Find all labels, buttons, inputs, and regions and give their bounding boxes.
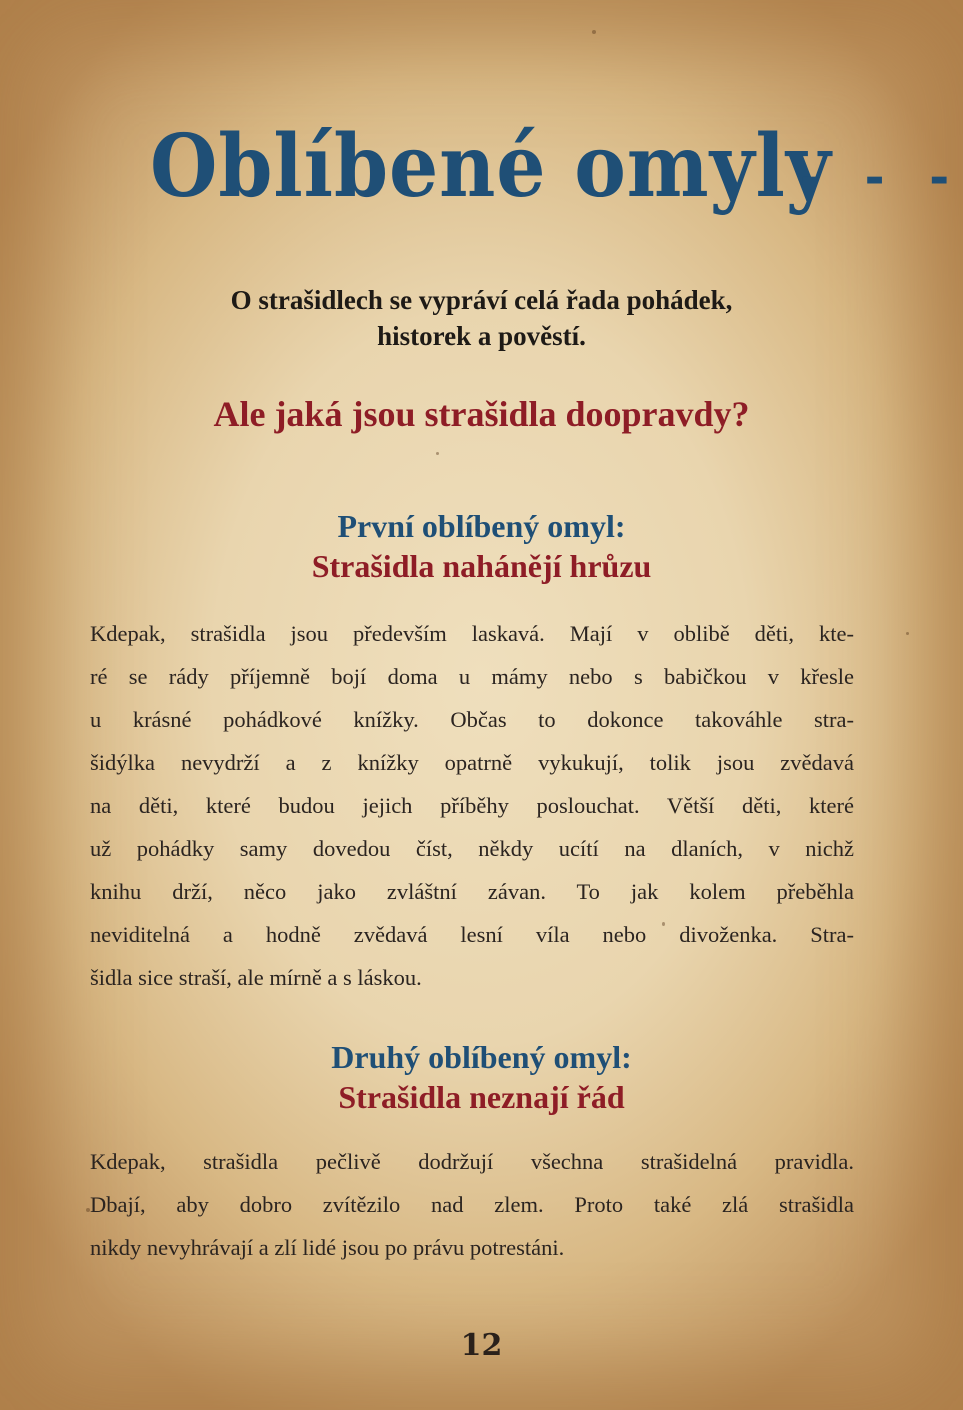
- section-2-paragraph: [90, 1140, 854, 1269]
- paragraph-line: u krásné pohádkové knížky. Občas to dokonce takováhle stra-: [90, 707, 854, 732]
- paragraph-line: šidla sice straší, ale mírně a s láskou.: [90, 965, 422, 990]
- section-2-title: Druhý oblíbený omyl:: [331, 1039, 632, 1075]
- intro-text: [0, 282, 963, 354]
- paper-speck: [906, 632, 909, 635]
- paragraph-line: šidýlka nevydrží a z knížky opatrně vykukují, tolik jsou zvědavá: [90, 750, 854, 775]
- section-1-heading: [0, 506, 963, 586]
- paragraph-line: na děti, které budou jejich příběhy poslouchat. Větší děti, které: [90, 793, 854, 818]
- page-number: 12: [460, 1328, 503, 1363]
- paper-speck: [592, 30, 596, 34]
- question-heading: Ale jaká jsou strašidla doopravdy?: [213, 394, 750, 434]
- section-1-subtitle: Strašidla nahánějí hrůzu: [311, 548, 652, 584]
- paragraph-line: Dbají, aby dobro zvítězilo nad zlem. Proto také zlá strašidla: [90, 1192, 854, 1217]
- paragraph-line: nikdy nevyhrávají a zlí lidé jsou po právu potrestáni.: [90, 1235, 565, 1260]
- paragraph-line: ré se rády příjemně bojí doma u mámy nebo s babičkou v křesle: [90, 664, 854, 689]
- paragraph-line: knihu drží, něco jako zvláštní závan. To jak kolem přeběhla: [90, 879, 854, 904]
- section-2-heading: [0, 1037, 963, 1117]
- title-dashes: - - -: [800, 150, 963, 206]
- paragraph-line: už pohádky samy dovedou číst, někdy ucítí na dlaních, v nichž: [90, 836, 854, 861]
- paper-speck: [436, 452, 439, 455]
- intro-line: historek a pověstí.: [377, 321, 586, 351]
- paragraph-line: Kdepak, strašidla pečlivě dodržují všechna strašidelná pravidla.: [90, 1149, 854, 1174]
- section-1-paragraph: [90, 612, 854, 999]
- intro-line: O strašidlech se vypráví celá řada pohádek,: [230, 285, 733, 315]
- paragraph-line: neviditelná a hodně zvědavá lesní víla nebo divoženka. Stra-: [90, 922, 854, 947]
- page-title: Oblíbené omyly: [150, 116, 832, 217]
- section-1-title: První oblíbený omyl:: [337, 508, 626, 544]
- paragraph-line: Kdepak, strašidla jsou především laskavá. Mají v oblibě děti, kte-: [90, 621, 854, 646]
- section-2-subtitle: Strašidla neznají řád: [338, 1079, 625, 1115]
